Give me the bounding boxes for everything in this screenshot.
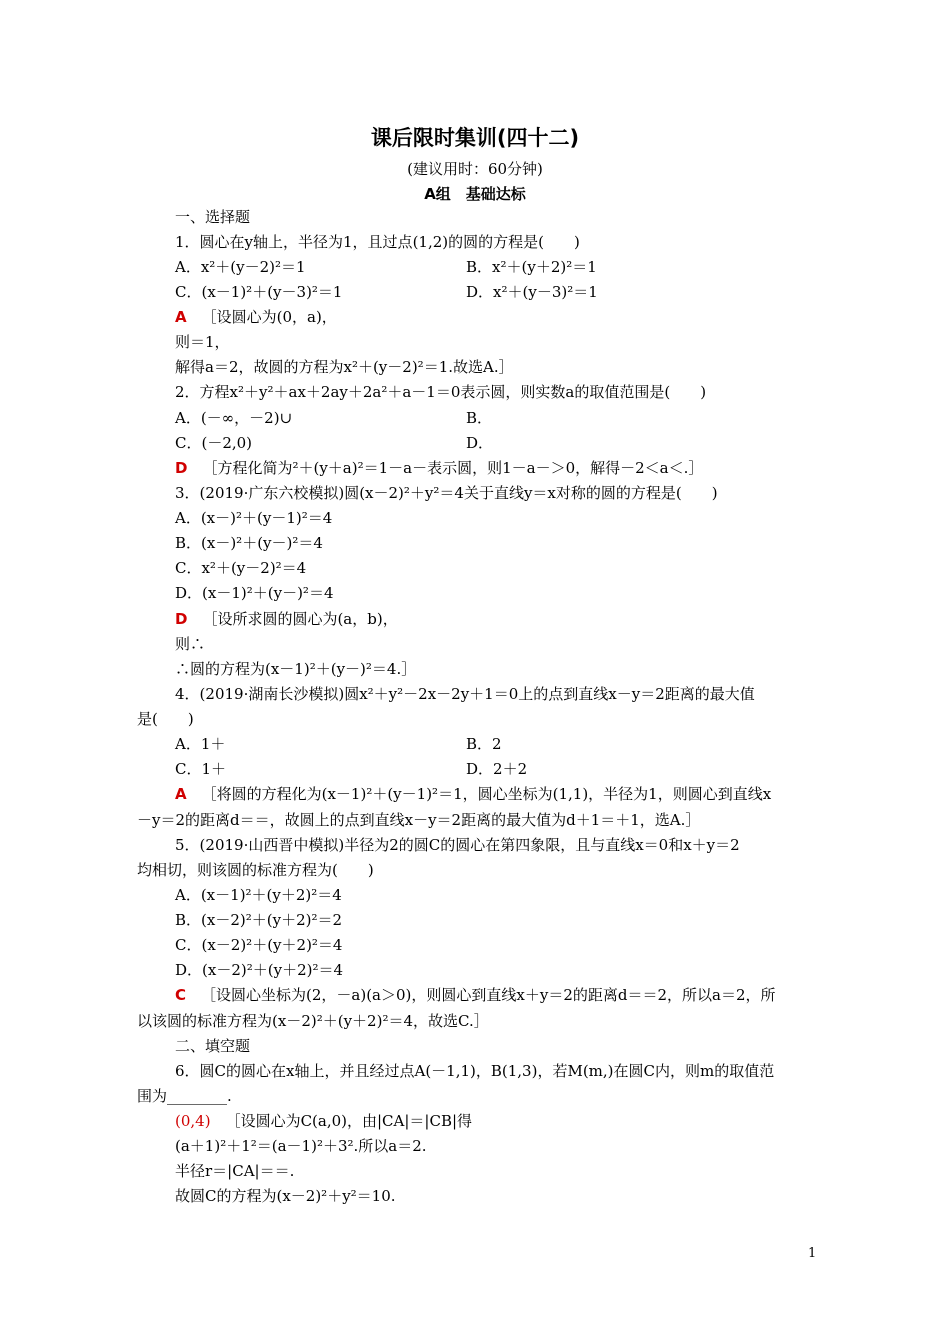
question-stem: 围为________. [137, 1087, 232, 1105]
option-c: C．1＋ [175, 760, 227, 778]
solution-line: 故圆C的方程为(x－2)²＋y²＝10. [175, 1187, 396, 1205]
question-stem: 4．(2019·湖南长沙模拟)圆x²＋y²－2x－2y＋1＝0上的点到直线x－y＝2距离的最大值 [175, 685, 755, 703]
option-d: D．x²＋(y－3)²＝1 [466, 283, 598, 301]
option-b: B．(x－)²＋(y－)²＝4 [175, 534, 323, 552]
solution-line: (a＋1)²＋1²＝(a－1)²＋3².所以a＝2. [175, 1137, 427, 1155]
solution-line: 则∴ [175, 635, 206, 653]
question-stem: 是( ) [137, 710, 194, 728]
solution-line: ∴圆的方程为(x－1)²＋(y－)²＝4.］ [175, 660, 417, 678]
option-a: A．(x－)²＋(y－1)²＝4 [175, 509, 333, 527]
section-heading: 一、选择题 [175, 208, 251, 226]
answer-letter: D [175, 610, 188, 628]
option-d: D．(x－2)²＋(y＋2)²＝4 [175, 961, 344, 979]
solution-line: 以该圆的标准方程为(x－2)²＋(y＋2)²＝4，故选C.］ [137, 1012, 489, 1030]
option-b: B． [466, 409, 493, 427]
option-d: D．(x－1)²＋(y－)²＝4 [175, 584, 334, 602]
solution-line: C ［设圆心坐标为(2，－a)(a＞0)，则圆心到直线x＋y＝2的距离d＝＝2，所以a＝2，所 [175, 986, 776, 1004]
question-stem: 均相切，则该圆的标准方程为( ) [137, 861, 374, 879]
solution-line: (0,4) ［设圆心为C(a,0)，由|CA|＝|CB|得 [175, 1112, 473, 1130]
page-title: 课后限时集训(四十二) [370, 126, 580, 150]
group-heading: A组 基础达标 [424, 185, 526, 203]
question-stem: 5．(2019·山西晋中模拟)半径为2的圆C的圆心在第四象限，且与直线x＝0和x＋y＝2 [175, 836, 740, 854]
option-d: D． [466, 434, 494, 452]
solution-line: 半径r＝|CA|＝＝. [175, 1162, 295, 1180]
option-a: A．(x－1)²＋(y＋2)²＝4 [175, 886, 342, 904]
option-a: A．x²＋(y－2)²＝1 [175, 258, 306, 276]
solution-line: 解得a＝2，故圆的方程为x²＋(y－2)²＝1.故选A.］ [175, 358, 514, 376]
option-c: C．(x－1)²＋(y－3)²＝1 [175, 283, 343, 301]
option-a: A．1＋ [175, 735, 226, 753]
section-heading: 二、填空题 [175, 1037, 251, 1055]
solution-line: －y＝2的距离d＝＝，故圆上的点到直线x－y＝2距离的最大值为d＋1＝＋1，选A.］ [137, 811, 701, 829]
question-stem: 1．圆心在y轴上，半径为1，且过点(1,2)的圆的方程是( ) [175, 233, 580, 251]
question-stem: 3．(2019·广东六校模拟)圆(x－2)²＋y²＝4关于直线y＝x对称的圆的方程是( ) [175, 484, 718, 502]
option-c: C．(－2,0) [175, 434, 253, 452]
solution-line: A ［设圆心为(0，a)， [175, 308, 337, 326]
answer-letter: A [175, 785, 187, 803]
solution-line: D ［设所求圆的圆心为(a，b)， [175, 610, 398, 628]
solution-line: 则＝1， [175, 333, 230, 351]
option-d: D．2＋2 [466, 760, 528, 778]
option-b: B．x²＋(y＋2)²＝1 [466, 258, 597, 276]
answer-letter: D [175, 459, 188, 477]
option-c: C．x²＋(y－2)²＝4 [175, 559, 307, 577]
page-number: 1 [808, 1246, 817, 1261]
option-b: B．(x－2)²＋(y＋2)²＝2 [175, 911, 343, 929]
time-hint: (建议用时：60分钟) [407, 160, 543, 178]
option-c: C．(x－2)²＋(y＋2)²＝4 [175, 936, 343, 954]
answer-letter: C [175, 986, 187, 1004]
solution-line: D ［方程化简为²＋(y＋a)²＝1－a－表示圆，则1－a－＞0，解得－2＜a＜.］ [175, 459, 704, 477]
option-a: A．(－∞，－2)∪ [175, 409, 293, 427]
question-stem: 6．圆C的圆心在x轴上，并且经过点A(－1,1)，B(1,3)，若M(m,)在圆C内，则m的取值范 [175, 1062, 775, 1080]
question-stem: 2．方程x²＋y²＋ax＋2ay＋2a²＋a－1＝0表示圆，则实数a的取值范围是( ) [175, 383, 707, 401]
answer-value: (0,4) [175, 1112, 211, 1130]
solution-line: A ［将圆的方程化为(x－1)²＋(y－1)²＝1，圆心坐标为(1,1)，半径为1，则圆心到直线x [175, 785, 772, 803]
answer-letter: A [175, 308, 187, 326]
option-b: B．2 [466, 735, 502, 753]
